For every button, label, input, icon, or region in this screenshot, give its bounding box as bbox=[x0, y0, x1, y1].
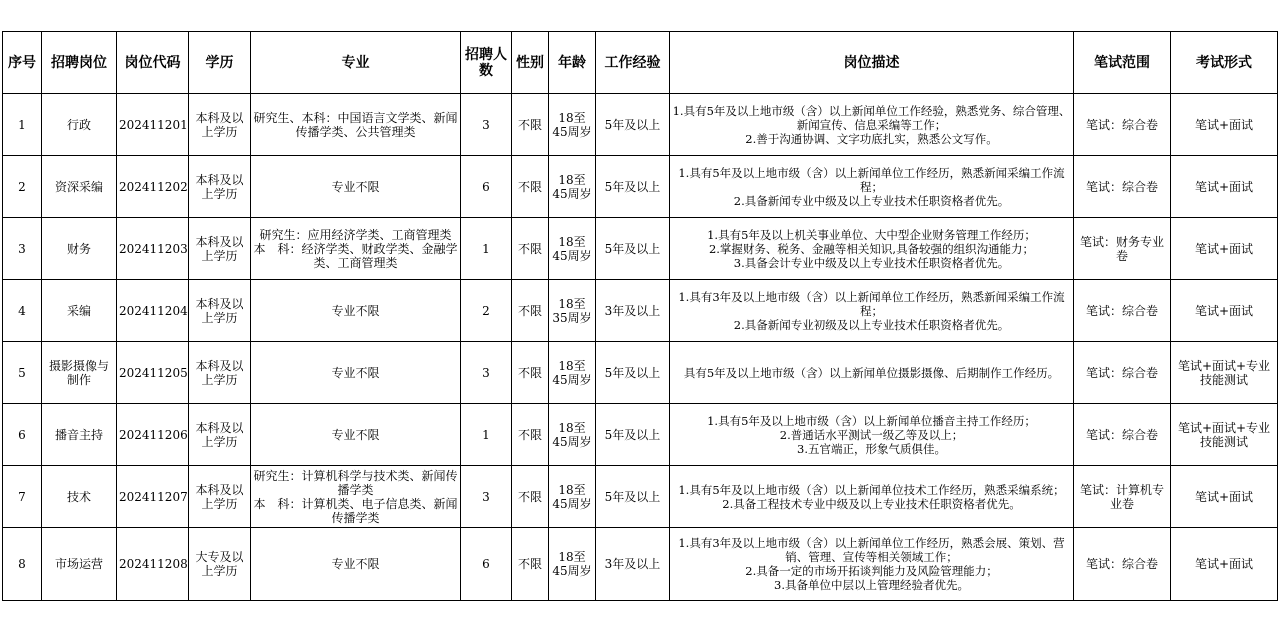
row-position: 市场运营 bbox=[42, 528, 117, 601]
row-education: 本科及以上学历 bbox=[189, 94, 251, 156]
row-exam-scope: 笔试：计算机专业卷 bbox=[1074, 466, 1171, 528]
row-seq: 6 bbox=[3, 404, 42, 466]
row-education: 本科及以上学历 bbox=[189, 218, 251, 280]
description-line: 2.具备一定的市场开拓谈判能力及风险管理能力； bbox=[745, 564, 998, 578]
description-line: 2.具备新闻专业中级及以上专业技术任职资格者优先。 bbox=[733, 193, 1010, 208]
major-line: 专业不限 bbox=[331, 427, 380, 442]
row-code: 202411202 bbox=[117, 156, 189, 218]
header-exam-form: 考试形式 bbox=[1171, 32, 1278, 94]
header-experience: 工作经验 bbox=[596, 32, 670, 94]
description-line: 3.五官端正，形象气质俱佳。 bbox=[797, 441, 946, 456]
row-experience: 5年及以上 bbox=[596, 156, 670, 218]
major-line: 本 科：计算机类、电子信息类、新闻传播学类 bbox=[253, 496, 458, 525]
major-line: 研究生：应用经济学类、工商管理类 bbox=[259, 227, 452, 242]
description-line: 1.具有3年及以上地市级（含）以上新闻单位工作经历，熟悉新闻采编工作流程； bbox=[678, 289, 1065, 318]
row-exam-scope: 笔试：综合卷 bbox=[1074, 404, 1171, 466]
description-line: 1.具有5年及以上地市级（含）以上新闻单位工作经历，熟悉新闻采编工作流程； bbox=[678, 165, 1065, 194]
row-seq: 1 bbox=[3, 94, 42, 156]
row-age: 18至45周岁 bbox=[549, 156, 596, 218]
header-age: 年龄 bbox=[549, 32, 596, 94]
row-education: 本科及以上学历 bbox=[189, 280, 251, 342]
row-gender: 不限 bbox=[512, 156, 549, 218]
row-count: 6 bbox=[461, 156, 512, 218]
row-age: 18至45周岁 bbox=[549, 94, 596, 156]
header-position: 招聘岗位 bbox=[42, 32, 117, 94]
row-exam-form: 笔试+面试 bbox=[1171, 218, 1278, 280]
row-education: 本科及以上学历 bbox=[189, 342, 251, 404]
row-experience: 5年及以上 bbox=[596, 218, 670, 280]
major-line: 专业不限 bbox=[331, 303, 380, 318]
row-position: 行政 bbox=[42, 94, 117, 156]
row-age: 18至45周岁 bbox=[549, 528, 596, 601]
row-seq: 2 bbox=[3, 156, 42, 218]
major-line: 本 科：经济学类、财政学类、金融学类、工商管理类 bbox=[253, 241, 458, 270]
row-education: 本科及以上学历 bbox=[189, 466, 251, 528]
row-experience: 5年及以上 bbox=[596, 94, 670, 156]
table-row bbox=[3, 94, 1278, 156]
row-exam-scope: 笔试：综合卷 bbox=[1074, 156, 1171, 218]
row-exam-scope: 笔试：综合卷 bbox=[1074, 342, 1171, 404]
row-gender: 不限 bbox=[512, 218, 549, 280]
header-exam-scope: 笔试范围 bbox=[1074, 32, 1171, 94]
row-exam-form: 笔试+面试 bbox=[1171, 156, 1278, 218]
row-position: 资深采编 bbox=[42, 156, 117, 218]
header-education: 学历 bbox=[189, 32, 251, 94]
row-major bbox=[251, 280, 461, 342]
row-description bbox=[670, 404, 1074, 466]
row-experience: 3年及以上 bbox=[596, 280, 670, 342]
row-position: 财务 bbox=[42, 218, 117, 280]
row-count: 2 bbox=[461, 280, 512, 342]
major-line: 研究生、本科：中国语言文学类、新闻传播学类、公共管理类 bbox=[253, 110, 458, 139]
description-line: 3.具备会计专业中级及以上专业技术任职资格者优先。 bbox=[733, 255, 1010, 270]
row-exam-form: 笔试+面试+专业技能测试 bbox=[1171, 342, 1278, 404]
row-description bbox=[670, 94, 1074, 156]
row-count: 1 bbox=[461, 218, 512, 280]
table-row bbox=[3, 342, 1278, 404]
row-exam-scope: 笔试：财务专业卷 bbox=[1074, 218, 1171, 280]
row-experience: 5年及以上 bbox=[596, 342, 670, 404]
description-line: 1.具有3年及以上地市级（含）以上新闻单位工作经历，熟悉会展、策划、营销、管理、宣传等相关领域工作； bbox=[678, 536, 1065, 564]
row-major bbox=[251, 342, 461, 404]
row-position: 采编 bbox=[42, 280, 117, 342]
row-exam-form: 笔试+面试 bbox=[1171, 466, 1278, 528]
recruitment-table bbox=[2, 31, 1278, 601]
row-age: 18至35周岁 bbox=[549, 280, 596, 342]
major-line: 研究生：计算机科学与技术类、新闻传播学类 bbox=[253, 468, 458, 497]
row-count: 1 bbox=[461, 404, 512, 466]
row-seq: 3 bbox=[3, 218, 42, 280]
row-exam-form: 笔试+面试 bbox=[1171, 94, 1278, 156]
major-line: 专业不限 bbox=[331, 557, 380, 571]
header-seq: 序号 bbox=[3, 32, 42, 94]
row-major bbox=[251, 94, 461, 156]
header-major: 专业 bbox=[251, 32, 461, 94]
row-education: 本科及以上学历 bbox=[189, 156, 251, 218]
row-code: 202411206 bbox=[117, 404, 189, 466]
table-row bbox=[3, 404, 1278, 466]
description-line: 3.具备单位中层以上管理经验者优先。 bbox=[774, 578, 969, 592]
row-description bbox=[670, 218, 1074, 280]
row-exam-form: 笔试+面试+专业技能测试 bbox=[1171, 404, 1278, 466]
row-code: 202411207 bbox=[117, 466, 189, 528]
row-gender: 不限 bbox=[512, 342, 549, 404]
row-description bbox=[670, 528, 1074, 601]
description-line: 1.具有5年及以上地市级（含）以上新闻单位播音主持工作经历； bbox=[707, 413, 1036, 428]
description-line: 2.掌握财务、税务、金融等相关知识,具备较强的组织沟通能力； bbox=[708, 241, 1035, 256]
row-exam-form: 笔试+面试 bbox=[1171, 280, 1278, 342]
description-line: 2.具备工程技术专业中级及以上专业技术任职资格者优先。 bbox=[722, 496, 1021, 511]
row-description bbox=[670, 466, 1074, 528]
row-exam-scope: 笔试：综合卷 bbox=[1074, 94, 1171, 156]
row-gender: 不限 bbox=[512, 94, 549, 156]
row-gender: 不限 bbox=[512, 404, 549, 466]
row-description bbox=[670, 342, 1074, 404]
major-line: 专业不限 bbox=[331, 365, 380, 380]
row-education: 大专及以上学历 bbox=[189, 528, 251, 601]
row-major bbox=[251, 218, 461, 280]
row-experience: 5年及以上 bbox=[596, 466, 670, 528]
row-code: 202411205 bbox=[117, 342, 189, 404]
row-education: 本科及以上学历 bbox=[189, 404, 251, 466]
row-age: 18至45周岁 bbox=[549, 466, 596, 528]
row-gender: 不限 bbox=[512, 280, 549, 342]
row-gender: 不限 bbox=[512, 466, 549, 528]
row-age: 18至45周岁 bbox=[549, 404, 596, 466]
description-line: 2.善于沟通协调、文字功底扎实，熟悉公文写作。 bbox=[745, 131, 998, 146]
header-row bbox=[3, 32, 1278, 94]
row-count: 3 bbox=[461, 342, 512, 404]
row-exam-scope: 笔试：综合卷 bbox=[1074, 280, 1171, 342]
header-description: 岗位描述 bbox=[670, 32, 1074, 94]
row-description bbox=[670, 156, 1074, 218]
row-major bbox=[251, 404, 461, 466]
row-code: 202411204 bbox=[117, 280, 189, 342]
row-code: 202411203 bbox=[117, 218, 189, 280]
description-line: 具有5年及以上地市级（含）以上新闻单位摄影摄像、后期制作工作经历。 bbox=[683, 365, 1060, 380]
table-row bbox=[3, 156, 1278, 218]
row-exam-scope: 笔试：综合卷 bbox=[1074, 528, 1171, 601]
row-position: 技术 bbox=[42, 466, 117, 528]
row-code: 202411201 bbox=[117, 94, 189, 156]
description-line: 1.具有5年及以上地市级（含）以上新闻单位技术工作经历，熟悉采编系统； bbox=[678, 482, 1065, 497]
row-count: 3 bbox=[461, 94, 512, 156]
header-gender: 性别 bbox=[512, 32, 549, 94]
row-major bbox=[251, 156, 461, 218]
row-exam-form: 笔试+面试 bbox=[1171, 528, 1278, 601]
header-count: 招聘人数 bbox=[461, 32, 512, 94]
row-age: 18至45周岁 bbox=[549, 342, 596, 404]
row-position: 摄影摄像与制作 bbox=[42, 342, 117, 404]
table-row bbox=[3, 218, 1278, 280]
description-line: 1.具有5年及以上机关事业单位、大中型企业财务管理工作经历； bbox=[707, 227, 1036, 242]
table-row bbox=[3, 466, 1278, 528]
row-description bbox=[670, 280, 1074, 342]
description-line: 2.普通话水平测试一级乙等及以上； bbox=[779, 427, 964, 442]
row-age: 18至45周岁 bbox=[549, 218, 596, 280]
row-experience: 3年及以上 bbox=[596, 528, 670, 601]
table-row bbox=[3, 280, 1278, 342]
row-position: 播音主持 bbox=[42, 404, 117, 466]
row-seq: 8 bbox=[3, 528, 42, 601]
header-code: 岗位代码 bbox=[117, 32, 189, 94]
table-row bbox=[3, 528, 1278, 601]
row-major bbox=[251, 466, 461, 528]
description-line: 1.具有5年及以上地市级（含）以上新闻单位工作经验，熟悉党务、综合管理、新闻宣传、信息采编等工作； bbox=[672, 103, 1071, 132]
row-count: 6 bbox=[461, 528, 512, 601]
row-count: 3 bbox=[461, 466, 512, 528]
row-seq: 7 bbox=[3, 466, 42, 528]
row-code: 202411208 bbox=[117, 528, 189, 601]
row-seq: 5 bbox=[3, 342, 42, 404]
row-experience: 5年及以上 bbox=[596, 404, 670, 466]
row-seq: 4 bbox=[3, 280, 42, 342]
row-major bbox=[251, 528, 461, 601]
major-line: 专业不限 bbox=[331, 179, 380, 194]
row-gender: 不限 bbox=[512, 528, 549, 601]
description-line: 2.具备新闻专业初级及以上专业技术任职资格者优先。 bbox=[733, 317, 1010, 332]
